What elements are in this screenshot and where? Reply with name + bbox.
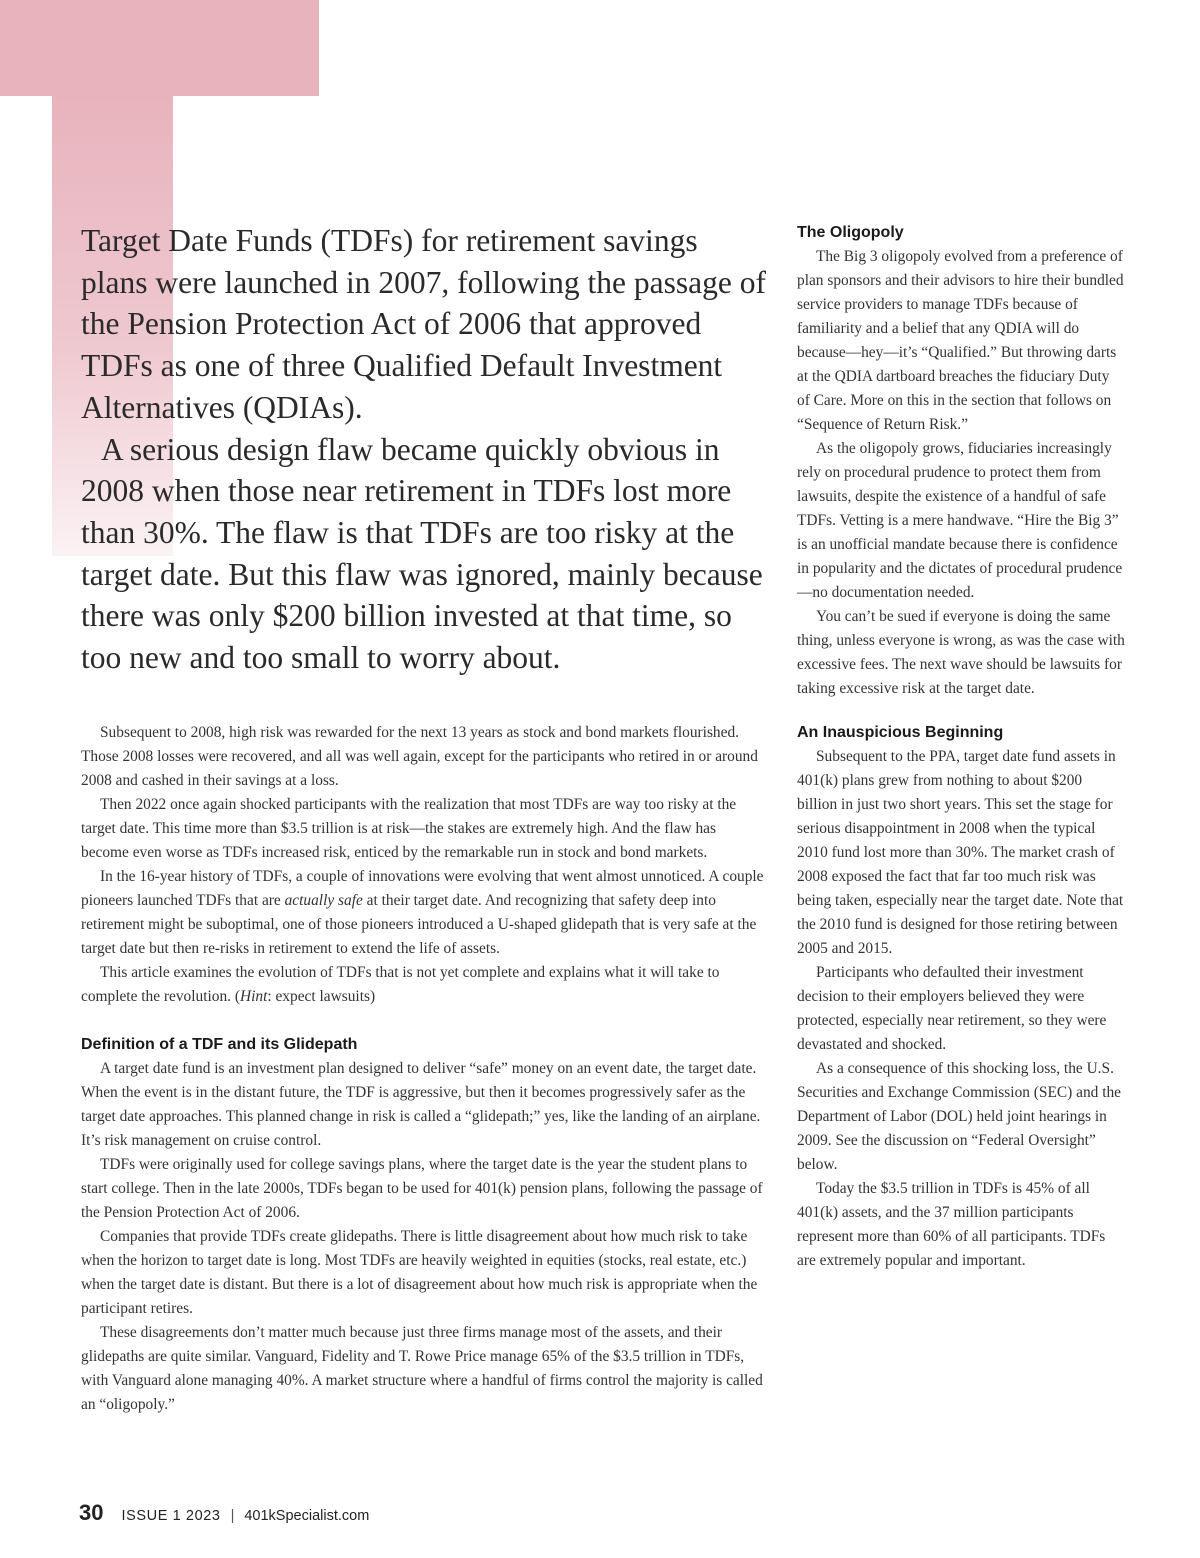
section-heading-oligopoly: The Oligopoly (797, 224, 904, 241)
body-paragraph (81, 961, 765, 1009)
body-paragraph: As a consequence of this shocking loss, the U.S. Securities and Exchange Commission (SEC) and the Department of Labor (DOL) held joint hearings in 2009. See the discussion on “Federal Oversight” below. (797, 1060, 1121, 1173)
section-heading-definition: Definition of a TDF and its Glidepath (81, 1036, 358, 1053)
decorative-t-bar (0, 0, 319, 96)
text-run: : expect lawsuits) (267, 988, 376, 1005)
site-name: 401kSpecialist.com (244, 1508, 370, 1524)
body-paragraph: Subsequent to 2008, high risk was rewarded for the next 13 years as stock and bond markets flourished. Those 2008 losses were recovered, and all was well again, except for the participants who retired in or around 2008 and cashed in their savings at a loss. (81, 724, 758, 789)
lede-paragraph-1: Target Date Funds (TDFs) for retirement savings plans were launched in 2007, following the passage of the Pension Protection Act of 2006 that approved TDFs as one of three Qualified Default Investment Alternatives (QDIAs). (81, 223, 766, 425)
body-paragraph: As the oligopoly grows, fiduciaries increasingly rely on procedural prudence to protect them from lawsuits, despite the existence of a handful of safe TDFs. Vetting is a mere handwave. “Hire the Big 3” is an unofficial mandate because there is confidence in popularity and the dictates of procedural prudence—no documentation needed. (797, 440, 1123, 601)
footer-separator: | (230, 1508, 235, 1524)
lede-intro (81, 220, 771, 679)
text-run: This article examines the evolution of TDFs that is not yet complete and explains what it will take to complete the revolution. ( (81, 964, 720, 1005)
body-paragraph: Participants who defaulted their investment decision to their employers believed they were protected, especially near retirement, so they were devastated and shocked. (797, 964, 1107, 1053)
body-paragraph: TDFs were originally used for college savings plans, where the target date is the year the student plans to start college. Then in the late 2000s, TDFs began to be used for 401(k) pension plans, following the passage of the Pension Protection Act of 2006. (81, 1156, 763, 1221)
body-paragraph: You can’t be sued if everyone is doing the same thing, unless everyone is wrong, as was the case with excessive fees. The next wave should be lawsuits for taking excessive risk at the target date. (797, 608, 1125, 697)
body-paragraph: Companies that provide TDFs create glidepaths. There is little disagreement about how much risk to take when the horizon to target date is long. Most TDFs are heavily weighted in equities (stocks, real estate, etc.) when the target date is distant. But there is a lot of disagreement about how much risk is appropriate when the participant retires. (81, 1228, 758, 1317)
issue-label: ISSUE 1 2023 (121, 1508, 221, 1524)
page-footer (79, 1500, 369, 1530)
body-paragraph (81, 865, 765, 961)
emphasis-text: actually safe (284, 892, 363, 909)
body-paragraph: The Big 3 oligopoly evolved from a preference of plan sponsors and their advisors to hire their bundled service providers to manage TDFs because of familiarity and a belief that any QDIA will do because—hey—it’s “Qualified.” But throwing darts at the QDIA dartboard breaches the fiduciary Duty of Care. More on this in the section that follows on “Sequence of Return Risk.” (797, 248, 1124, 433)
right-column (797, 221, 1125, 1273)
emphasis-text: Hint (240, 988, 268, 1005)
body-paragraph: A target date fund is an investment plan designed to deliver “safe” money on an event date, the target date. When the event is in the distant future, the TDF is aggressive, but then it becomes progressively safer as the target date approaches. This planned change in risk is called a “glidepath;” yes, like the landing of an airplane. It’s risk management on cruise control. (81, 1060, 761, 1149)
body-paragraph: Then 2022 once again shocked participants with the realization that most TDFs are way too risky at the target date. This time more than $3.5 trillion is at risk—the stakes are extremely high. And the flaw has become even worse as TDFs increased risk, enticed by the remarkable run in stock and bond markets. (81, 796, 737, 861)
text-run: In the 16-year history of TDFs, a couple of innovations were evolving that went almost unnoticed. A couple pioneers launched TDFs that are (81, 868, 764, 909)
lede-paragraph-2: A serious design flaw became quickly obvious in 2008 when those near retirement in TDFs lost more than 30%. The flaw is that TDFs are too risky at the target date. But this flaw was ignored, mainly because there was only $200 billion invested at that time, so too new and too small to worry about. (81, 431, 763, 676)
page-number: 30 (79, 1500, 104, 1525)
spacer (81, 1009, 765, 1033)
text-run: at their target date. And recognizing that safety deep into retirement might be suboptimal, one of those pioneers introduced a U-shaped glidepath that is very safe at the target date but then re-risks in retirement to extend the life of assets. (81, 892, 757, 957)
body-paragraph: These disagreements don’t matter much because just three firms manage most of the assets, and their glidepaths are quite similar. Vanguard, Fidelity and T. Rowe Price manage 65% of the $3.5 trillion in TDFs, with Vanguard alone managing 40%. A market structure where a handful of firms control the majority is called an “oligopoly.” (81, 1324, 763, 1413)
spacer (797, 701, 1125, 721)
body-paragraph: Subsequent to the PPA, target date fund assets in 401(k) plans grew from nothing to about $200 billion in just two short years. This set the stage for serious disappointment in 2008 when the typical 2010 fund lost more than 30%. The market crash of 2008 exposed the fact that far too much risk was being taken, especially near the target date. Note that the 2010 fund is designed for those retiring between 2005 and 2015. (797, 748, 1124, 957)
left-column (81, 721, 765, 1417)
section-heading-inauspicious: An Inauspicious Beginning (797, 724, 1004, 741)
body-paragraph: Today the $3.5 trillion in TDFs is 45% of all 401(k) assets, and the 37 million participants represent more than 60% of all participants. TDFs are extremely popular and important. (797, 1180, 1106, 1269)
